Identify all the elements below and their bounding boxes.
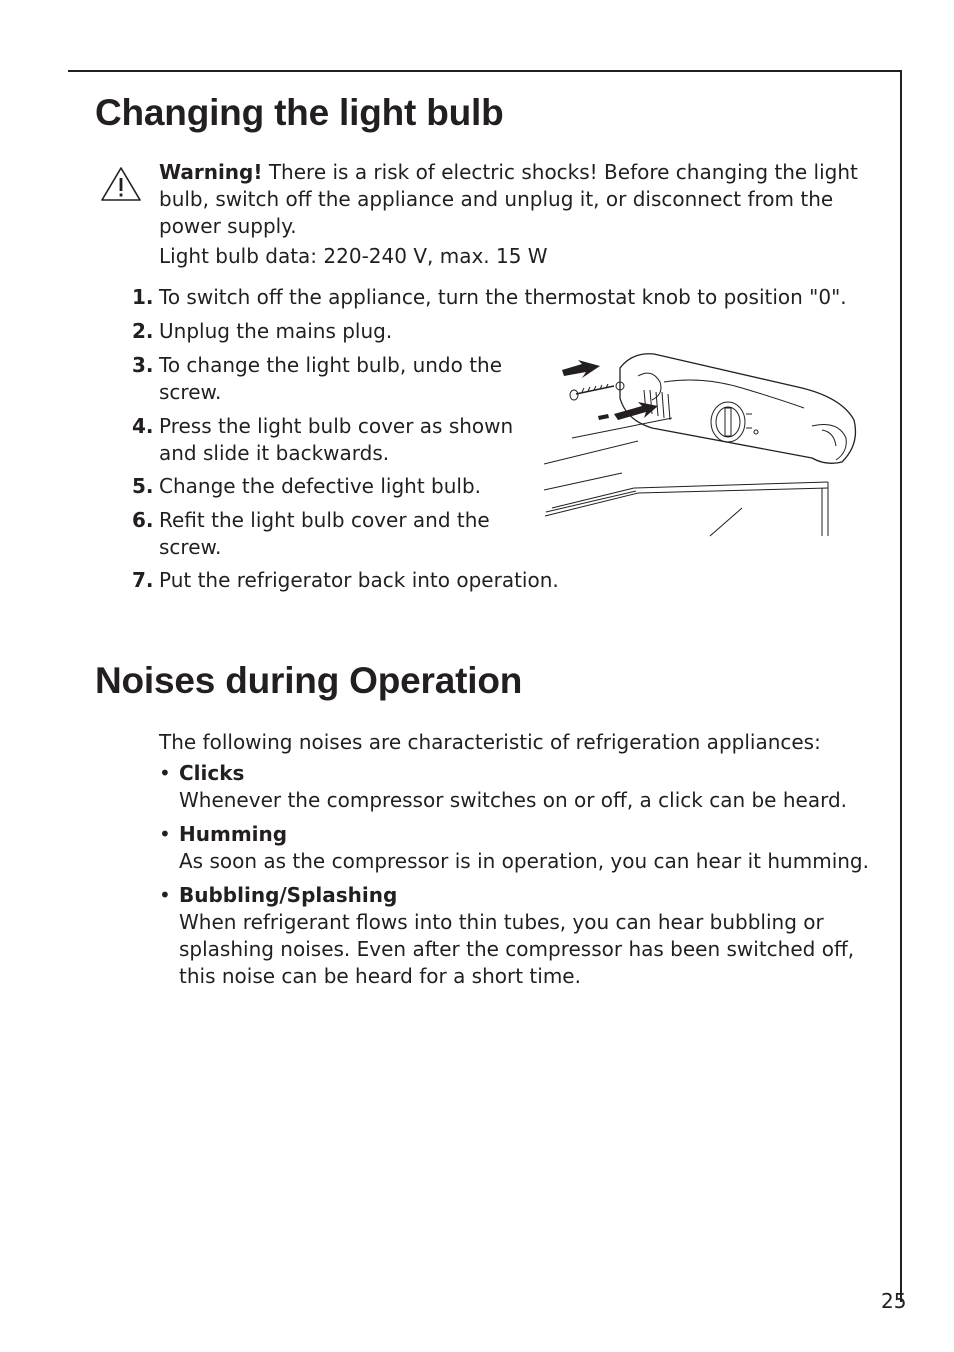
warning-line-3: power supply. <box>159 214 297 238</box>
step-number: 5. <box>132 474 154 498</box>
noise-description: Whenever the compressor switches on or off, a click can be heard. <box>179 788 847 812</box>
step-text: Press the light bulb cover as shown <box>159 414 514 438</box>
bullet: • <box>159 822 171 846</box>
step-text: and slide it backwards. <box>159 441 390 465</box>
step-text: To change the light bulb, undo the <box>159 353 503 377</box>
step-item <box>132 567 847 594</box>
step-number: 2. <box>132 319 154 343</box>
step-text: Unplug the mains plug. <box>159 319 393 343</box>
section-title-noises: Noises during Operation <box>95 660 523 701</box>
step-text: Put the refrigerator back into operation. <box>159 568 559 592</box>
noise-name: Bubbling/Splashing <box>179 883 398 907</box>
warning-text: There is a risk of electric shocks! Before changing the light <box>262 160 858 184</box>
bullet: • <box>159 883 171 907</box>
section-title-light-bulb: Changing the light bulb <box>95 92 504 133</box>
step-number: 6. <box>132 508 154 532</box>
step-number: 1. <box>132 285 154 309</box>
noise-item <box>159 821 869 875</box>
bulb-data: Light bulb data: 220-240 V, max. 15 W <box>159 244 548 268</box>
step-item <box>132 284 847 311</box>
step-number: 4. <box>132 414 154 438</box>
step-item <box>132 318 847 345</box>
step-text: screw. <box>159 380 222 404</box>
bullet: • <box>159 761 171 785</box>
warning-triangle-icon <box>100 166 142 202</box>
noise-item <box>159 882 869 990</box>
side-rule <box>900 70 902 1302</box>
step-number: 3. <box>132 353 154 377</box>
noise-description: When refrigerant flows into thin tubes, you can hear bubbling or <box>179 910 824 934</box>
step-number: 7. <box>132 568 154 592</box>
noises-list <box>159 760 869 990</box>
top-rule <box>68 70 902 72</box>
page-number: 25 <box>881 1289 907 1313</box>
step-text: To switch off the appliance, turn the thermostat knob to position "0". <box>159 285 847 309</box>
warning-block <box>159 159 858 270</box>
noise-description: this noise can be heard for a short time. <box>179 964 581 988</box>
warning-label: Warning! <box>159 160 263 184</box>
warning-line-2: bulb, switch off the appliance and unplug it, or disconnect from the <box>159 187 834 211</box>
noise-description: splashing noises. Even after the compressor has been switched off, <box>179 937 855 961</box>
warning-line-1 <box>159 159 858 186</box>
noise-name: Clicks <box>179 761 245 785</box>
noise-item <box>159 760 869 814</box>
step-text: Refit the light bulb cover and the <box>159 508 490 532</box>
noise-name: Humming <box>179 822 288 846</box>
noises-intro: The following noises are characteristic of refrigeration appliances: <box>159 730 821 754</box>
light-bulb-cover-illustration <box>542 348 862 540</box>
step-text: Change the defective light bulb. <box>159 474 482 498</box>
step-text: screw. <box>159 535 222 559</box>
noise-description: As soon as the compressor is in operation, you can hear it humming. <box>179 849 869 873</box>
